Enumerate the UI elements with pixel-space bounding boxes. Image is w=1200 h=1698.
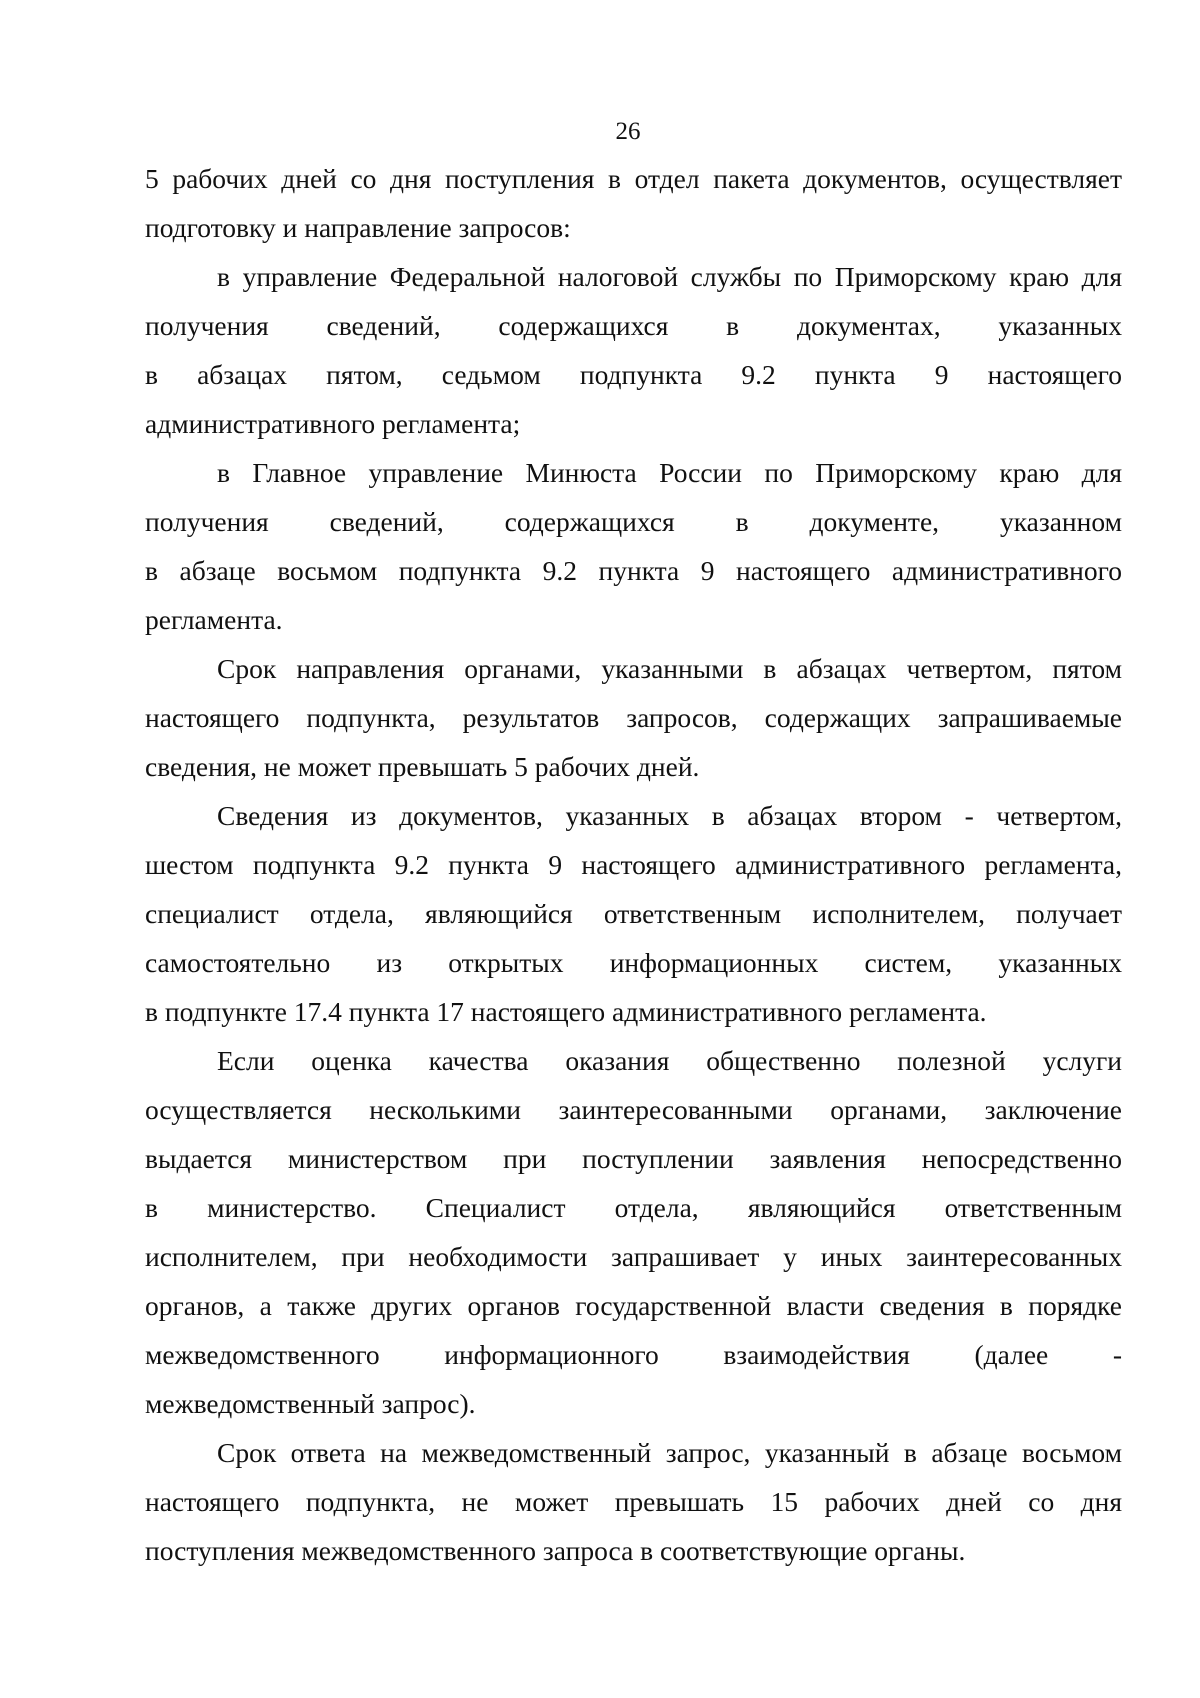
text-line: настоящего подпункта, результатов запросов, содержащих запрашиваемые xyxy=(145,702,1122,733)
text-line: настоящего подпункта, не может превышать 15 рабочих дней со дня xyxy=(145,1486,1122,1517)
page-number: 26 xyxy=(615,118,641,145)
text-line: Если оценка качества оказания общественно полезной услуги xyxy=(217,1045,1122,1076)
text-line: самостоятельно из открытых информационных систем, указанных xyxy=(145,947,1122,978)
text-line: шестом подпункта 9.2 пункта 9 настоящего административного регламента, xyxy=(145,849,1122,880)
text-line: Сведения из документов, указанных в абзацах втором - четвертом, xyxy=(217,800,1122,831)
text-line: регламента. xyxy=(145,604,283,635)
text-line: в абзацах пятом, седьмом подпункта 9.2 пункта 9 настоящего xyxy=(145,359,1122,390)
text-line: специалист отдела, являющийся ответственным исполнителем, получает xyxy=(145,898,1122,929)
text-line: административного регламента; xyxy=(145,408,521,439)
text-line: Срок ответа на межведомственный запрос, указанный в абзаце восьмом xyxy=(217,1437,1122,1468)
text-line: в управление Федеральной налоговой службы по Приморскому краю для xyxy=(217,261,1122,292)
text-line: выдается министерством при поступлении заявления непосредственно xyxy=(145,1143,1122,1174)
text-line: исполнителем, при необходимости запрашивает у иных заинтересованных xyxy=(145,1241,1122,1272)
text-line: в Главное управление Минюста России по Приморскому краю для xyxy=(217,457,1122,488)
text-line: в абзаце восьмом подпункта 9.2 пункта 9 настоящего административного xyxy=(145,555,1122,586)
text-line: 5 рабочих дней со дня поступления в отдел пакета документов, осуществляет xyxy=(145,163,1122,194)
text-line: сведения, не может превышать 5 рабочих дней. xyxy=(145,751,700,782)
text-line: в подпункте 17.4 пункта 17 настоящего административного регламента. xyxy=(145,996,987,1027)
text-line: получения сведений, содержащихся в документах, указанных xyxy=(145,310,1122,341)
text-line: получения сведений, содержащихся в документе, указанном xyxy=(145,506,1122,537)
text-line: поступления межведомственного запроса в соответствующие органы. xyxy=(145,1535,966,1566)
text-line: подготовку и направление запросов: xyxy=(145,212,571,243)
text-line: органов, а также других органов государственной власти сведения в порядке xyxy=(145,1290,1122,1321)
text-line: межведомственный запрос). xyxy=(145,1388,476,1419)
text-line: Срок направления органами, указанными в абзацах четвертом, пятом xyxy=(217,653,1122,684)
document-body xyxy=(145,154,1122,1575)
text-line: в министерство. Специалист отдела, являющийся ответственным xyxy=(145,1192,1122,1223)
text-line: межведомственного информационного взаимодействия (далее - xyxy=(145,1339,1122,1370)
text-line: осуществляется несколькими заинтересованными органами, заключение xyxy=(145,1094,1122,1125)
